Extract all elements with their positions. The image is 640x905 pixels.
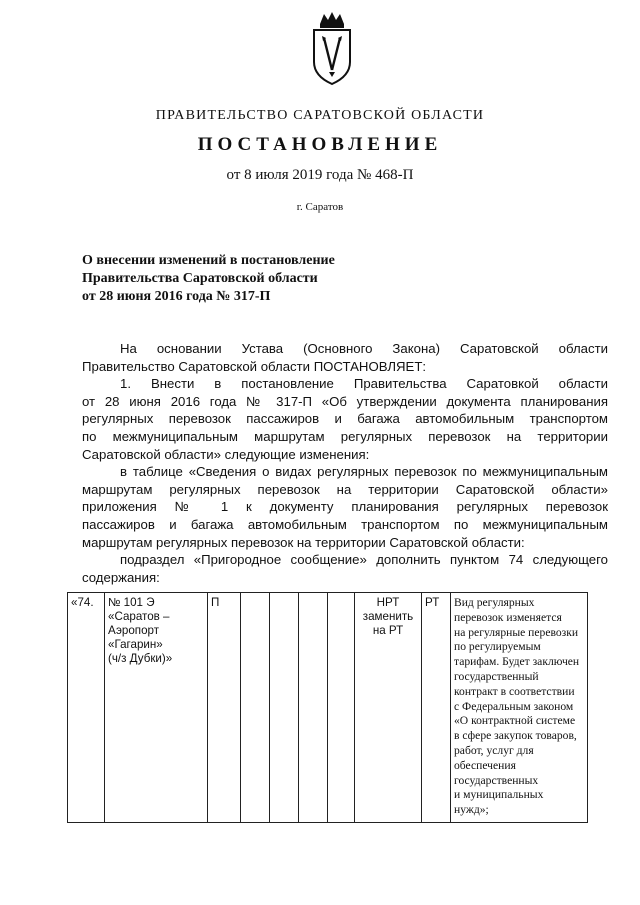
note-line: Вид регулярных: [454, 596, 535, 609]
body-line: маршрутам регулярных перевозок на территории Саратовской области:: [82, 534, 525, 550]
cell-empty: [270, 593, 299, 823]
body-line: Саратовской области» следующие изменения:: [82, 446, 370, 462]
route-line: «Гагарин»: [108, 638, 163, 651]
table-row: [68, 593, 588, 823]
route-line: № 101 Э: [108, 596, 155, 609]
document-subject: [82, 252, 502, 306]
body-line: подраздел «Пригородное сообщение» дополнить пунктом 74 следующего: [120, 552, 608, 568]
body-line: регулярных перевозок пассажиров и багажа автомобильным транспортом: [82, 411, 608, 427]
change-line: на РТ: [372, 624, 404, 637]
route-line: Аэропорт: [108, 624, 160, 637]
cell-empty: [241, 593, 270, 823]
note-line: перевозок изменяется: [454, 610, 562, 624]
body-line: приложения № 1 к документу планирования регулярных перевозок: [82, 499, 608, 515]
change-line: НРТ: [376, 596, 400, 609]
cell-note: [451, 593, 588, 823]
body-line: по межмуниципальным маршрутам регулярных перевозок на территории: [82, 428, 608, 444]
government-name: ПРАВИТЕЛЬСТВО САРАТОВСКОЙ ОБЛАСТИ: [155, 108, 485, 123]
subject-line: от 28 июня 2016 года № 317-П: [82, 289, 271, 304]
note-line: в сфере закупок товаров,: [454, 729, 577, 743]
subject-line: О внесении изменений в постановление: [82, 253, 335, 268]
document-city: г. Саратов: [296, 201, 344, 213]
cell-empty: [328, 593, 355, 823]
subject-line: Правительства Саратовской области: [82, 271, 318, 286]
body-line: 1. Внести в постановление Правительства Саратовкой области: [120, 376, 608, 392]
cell-route: [105, 593, 208, 823]
note-line: по регулируемым: [454, 640, 541, 654]
body-line: в таблице «Сведения о видах регулярных перевозок по межмуниципальным: [120, 464, 608, 480]
body-line: от 28 июня 2016 года № 317-П «Об утверждении документа планирования: [82, 393, 608, 409]
body-line: содержания:: [82, 569, 160, 585]
document-type: ПОСТАНОВЛЕНИЕ: [197, 134, 443, 155]
note-line: и муниципальных: [454, 788, 544, 802]
cell-transport-type-change: [355, 593, 422, 823]
coat-of-arms-icon: [302, 10, 362, 90]
cell-number: «74.: [68, 593, 105, 823]
cell-transport-type: РТ: [422, 593, 451, 823]
cell-route-type: П: [208, 593, 241, 823]
note-line: с Федеральным законом: [454, 699, 574, 713]
note-line: нужд»;: [454, 803, 489, 817]
document-body: [82, 340, 608, 586]
document-date-number: от 8 июля 2019 года № 468-П: [226, 167, 414, 183]
note-line: контракт в соответствии: [454, 684, 575, 698]
cell-empty: [299, 593, 328, 823]
change-line: заменить: [362, 610, 414, 623]
coat-of-arms: [302, 10, 362, 90]
route-line: «Саратов –: [108, 610, 170, 623]
note-line: тарифам. Будет заключен: [454, 655, 580, 669]
body-line: На основании Устава (Основного Закона) Саратовской области: [120, 341, 608, 356]
note-line: «О контрактной системе: [454, 714, 576, 728]
note-line: государственных: [454, 773, 539, 787]
note-line: на регулярные перевозки: [454, 625, 579, 639]
note-line: работ, услуг для: [454, 743, 534, 757]
note-line: обеспечения: [454, 758, 516, 772]
body-line: Правительство Саратовской области ПОСТАНОВЛЯЕТ:: [82, 358, 427, 374]
body-line: пассажиров и багажа автомобильным транспортом по межмуниципальным: [82, 516, 608, 532]
body-line: маршрутам регулярных перевозок на территории Саратовской области»: [82, 481, 608, 497]
note-line: государственный: [454, 669, 539, 683]
route-table: [67, 592, 588, 823]
route-line: (ч/з Дубки)»: [108, 652, 173, 665]
